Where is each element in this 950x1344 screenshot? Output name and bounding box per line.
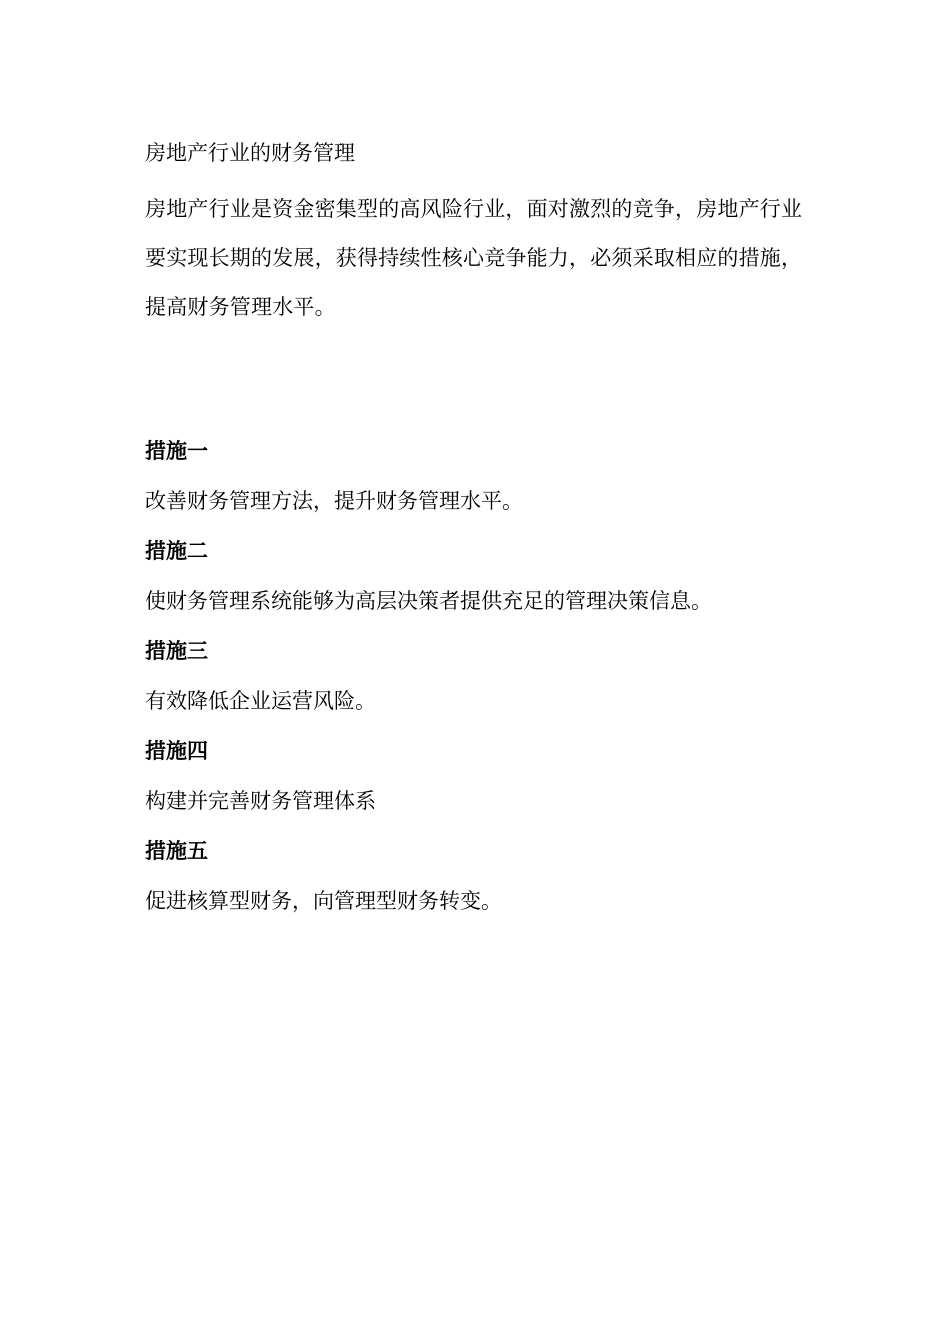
- measure-text-1: 改善财务管理方法，提升财务管理水平。: [145, 489, 523, 513]
- measure-heading-1: 措施一: [145, 438, 208, 463]
- measure-heading-2: 措施二: [145, 538, 208, 563]
- measures-list: [145, 432, 825, 932]
- measure-text-5: 促进核算型财务，向管理型财务转变。: [145, 889, 502, 913]
- intro-paragraph: 房地产行业是资金密集型的高风险行业，面对激烈的竞争，房地产行业要实现长期的发展，获得持续性核心竞争能力，必须采取相应的措施，提高财务管理水平。: [145, 197, 803, 319]
- measure-heading-3: 措施三: [145, 638, 208, 663]
- measure-heading-5: 措施五: [145, 838, 208, 863]
- measure-text-3: 有效降低企业运营风险。: [145, 689, 376, 713]
- measure-heading-4: 措施四: [145, 738, 208, 763]
- measure-text-4: 构建并完善财务管理体系: [145, 789, 376, 813]
- measure-text-2: 使财务管理系统能够为高层决策者提供充足的管理决策信息。: [145, 589, 712, 613]
- document-title: 房地产行业的财务管理: [145, 141, 355, 165]
